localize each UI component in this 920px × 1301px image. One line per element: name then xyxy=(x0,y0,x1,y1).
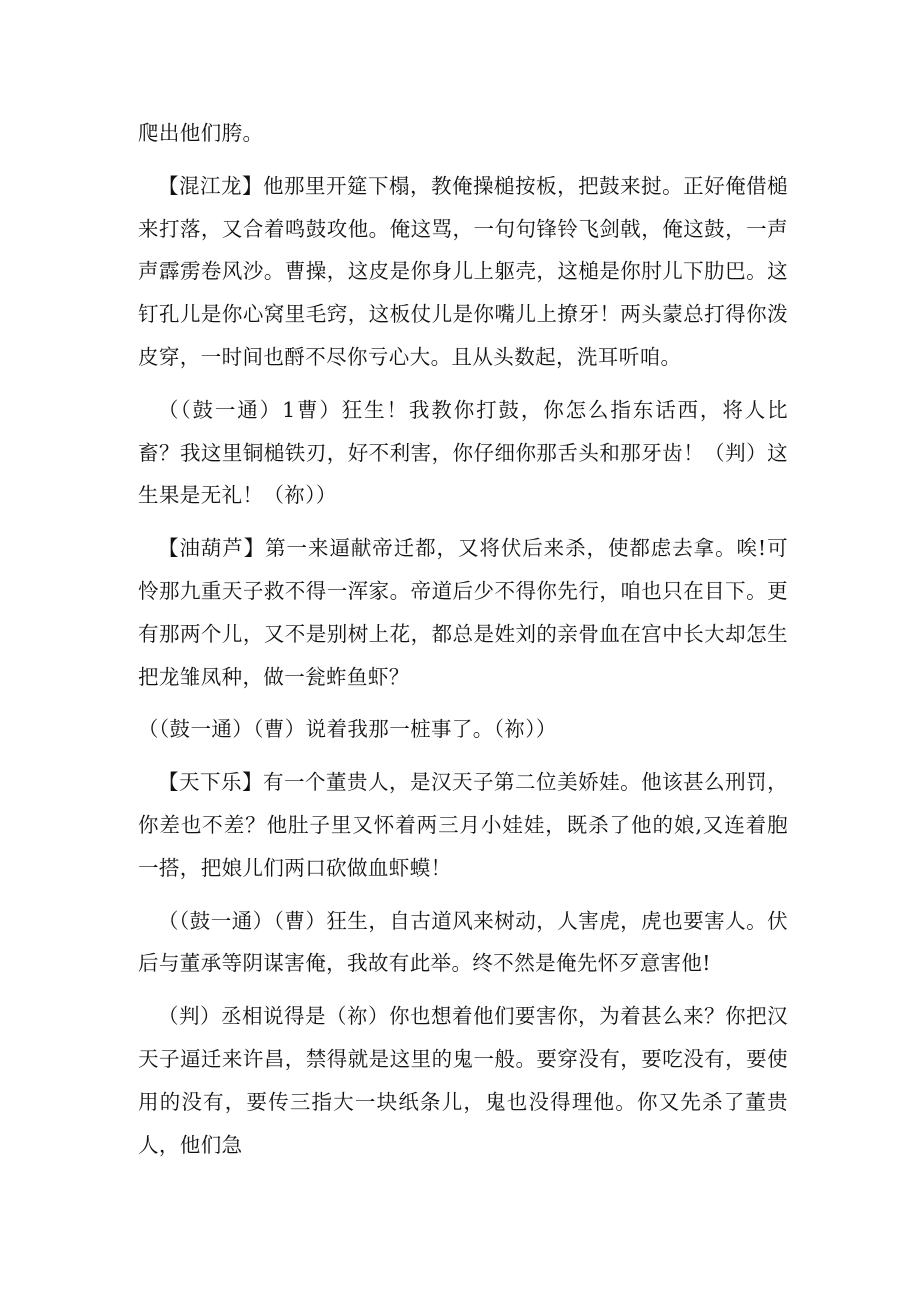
paragraph-2: 【混江龙】他那里开筵下榻，教俺操槌按板，把鼓来挝。正好俺借槌来打落，又合着鸣鼓攻他。俺这骂，一句句锋铃飞剑戟，俺这鼓，一声声霹雳卷风沙。曹操，这皮是你身儿上躯壳，这槌是你肘儿下肋巴。这钉孔儿是你心窝里毛窍，这板仗儿是你嘴儿上撩牙！两头蒙总打得你泼皮穿，一时间也酹不尽你亏心大。且从头数起，洗耳听咱。 xyxy=(138,173,788,369)
paragraph-7: （（鼓一通）（曹）狂生，自古道风来树动，人害虎，虎也要害人。伏后与董承等阴谋害俺，我故有此举。终不然是俺先怀歹意害他! xyxy=(138,908,788,976)
paragraph-6: 【天下乐】有一个董贵人，是汉天子第二位美娇娃。他该甚么刑罚，你差也不差？他肚子里又怀着两三月小娃娃，既杀了他的娘,又连着胞一搭，把娘儿们两口砍做血虾蟆！ xyxy=(138,770,788,880)
paragraph-5: （（鼓一通）（曹）说着我那一桩事了。（祢）） xyxy=(138,717,557,742)
paragraph-8: （判）丞相说得是（祢）你也想着他们要害你，为着甚么来？你把汉天子逼迁来许昌，禁得就是这里的鬼一般。要穿没有，要吃没有，要使用的没有，要传三指大一块纸条儿，鬼也没得理他。你又先杀了董贵人，他们急 xyxy=(138,1004,788,1157)
document-page xyxy=(138,112,788,1166)
paragraph-1: 爬出他们胯。 xyxy=(138,121,264,145)
paragraph-3: （（鼓一通）1曹）狂生！我教你打鼓，你怎么指东话西，将人比畜？我这里铜槌铁刃，好不利害，你仔细你那舌头和那牙齿！（判）这生果是无礼！（祢）） xyxy=(138,397,788,508)
paragraph-4: 【油葫芦】第一来逼献帝迁都，又将伏后来杀，使都虑去拿。唉!可怜那九重天子救不得一浑家。帝道后少不得你先行，咱也只在目下。更有那两个儿，又不是别树上花，都总是姓刘的亲骨血在宫中长大却怎生把龙雏凤种，做一瓮蚱鱼虾？ xyxy=(138,536,788,689)
